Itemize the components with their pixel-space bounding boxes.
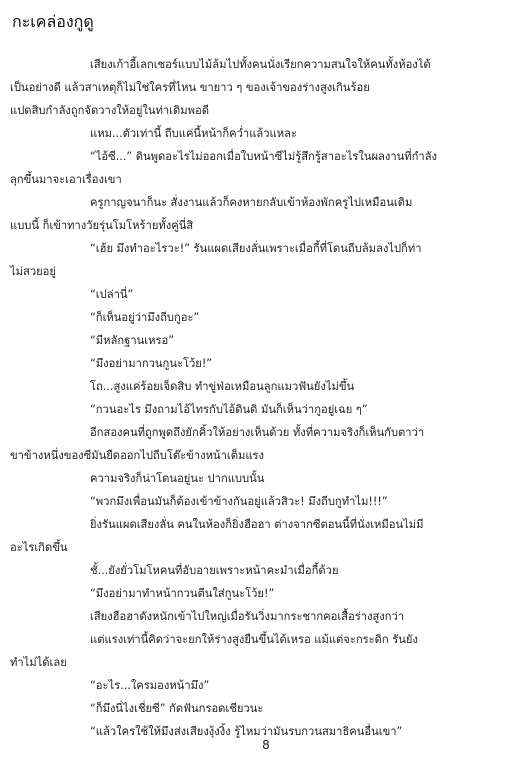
text-line: “ก็มึงนี่ไงเชี่ยซี” กัดฟันกรอดเชียวนะ bbox=[90, 702, 264, 715]
text-line: “กวนอะไร มึงถามไอ้ไทรกับไอ้ดินดิ มันก็เห็นว่ากูอยู่เฉย ๆ” bbox=[90, 403, 368, 416]
text-line: โถ...สูงแค่ร้อยเจ็ดสิบ ทำขู่ฟ่อเหมือนลูกแมวฟันยังไม่ขึ้น bbox=[90, 380, 355, 393]
paragraph bbox=[10, 53, 504, 122]
paragraph bbox=[50, 559, 504, 582]
paragraph bbox=[50, 306, 504, 329]
paragraph bbox=[50, 352, 504, 375]
paragraph bbox=[50, 283, 504, 306]
paragraph bbox=[50, 122, 504, 145]
text-line: เสียงเก้าอี้เลกเชอร์แบบไม้ล้มไปทั้งคนนั่งเรียกความสนใจให้คนทั้งห้องได้ bbox=[90, 58, 431, 71]
paragraph bbox=[10, 628, 504, 674]
text-line: อีกสองคนที่ถูกพูดถึงยักคิ้วให้อย่างเห็นด้วย ทั้งที่ความจริงก็เห็นกับตาว่า bbox=[90, 426, 425, 439]
text-line: แปดสิบกำลังถูกจัดวางให้อยู่ในท่าเดิมพอดี bbox=[10, 104, 209, 117]
text-line: “มึงอย่ามากวนกูนะโว้ย!” bbox=[90, 357, 213, 370]
paragraph bbox=[50, 398, 504, 421]
paragraph bbox=[50, 467, 504, 490]
text-line: “เปล่านี่” bbox=[90, 288, 134, 301]
paragraph bbox=[50, 697, 504, 720]
paragraph bbox=[50, 582, 504, 605]
text-line: เป็นอย่างดี แล้วสาเหตุก็ไม่ใช่ใครที่ไหน ขายาว ๆ ของเจ้าของร่างสูงเกินร้อย bbox=[10, 81, 370, 94]
text-line: เสียงฮือฮาดังหนักเข้าไปใหญ่เมื่อรันวิ่งมากระชากคอเสื้อร่างสูงกว่า bbox=[90, 610, 405, 623]
paragraph bbox=[50, 490, 504, 513]
paragraph bbox=[50, 605, 504, 628]
text-line: แหม...ตัวเท่านี้ ถีบแค่นี้หน้าก็คว่ำแล้วแหละ bbox=[90, 127, 298, 140]
paragraph bbox=[10, 191, 504, 237]
text-line: แบบนี้ ก็เข้าทางวัยรุ่นโมโหร้ายทั้งคู่นี่สิ bbox=[10, 219, 194, 232]
paragraph bbox=[10, 237, 504, 283]
text-line: “ไอ้ซี...” ดินพูดอะไรไม่ออกเมื่อใบหน้าซีไม่รู้สึกรู้สาอะไรในผลงานที่กำลัง bbox=[90, 150, 438, 163]
paragraph bbox=[50, 329, 504, 352]
page-number: 8 bbox=[262, 738, 270, 752]
text-line: “พวกมึงเพื่อนมันก็ต้องเข้าข้างกันอยู่แล้วสิวะ! มึงถีบกูทำไม!!!” bbox=[90, 495, 388, 508]
text-line: “มึงอย่ามาทำหน้ากวนตีนใส่กูนะโว้ย!” bbox=[90, 587, 275, 600]
paragraph bbox=[50, 674, 504, 697]
page-title: กะเคล่องกูดู bbox=[12, 12, 94, 31]
text-line: “เฮ้ย มึงทำอะไรวะ!” รันแผดเสียงลั่นเพราะเมื่อกี้ที่โดนถีบล้มลงไปก็ท่า bbox=[90, 242, 422, 255]
text-line: ไม่สวยอยู่ bbox=[10, 265, 56, 278]
text-line: “มีหลักฐานเหรอ” bbox=[90, 334, 174, 347]
text-line: ทำไม่ได้เลย bbox=[10, 656, 67, 669]
text-line: อะไรเกิดขึ้น bbox=[10, 541, 68, 554]
paragraph bbox=[10, 145, 504, 191]
paragraph bbox=[50, 375, 504, 398]
text-line: ชั้...ยังยั่วโมโหคนที่อับอายเพราะหน้าคะมำเมื่อกี้ด้วย bbox=[90, 564, 339, 577]
text-line: แต่แรงเท่านี้คิดว่าจะยกให้ร่างสูงยืนขึ้นได้เหรอ แม้แต่จะกระดิก รันยัง bbox=[90, 633, 418, 646]
text-line: ครูกาญจนาก็นะ สั่งงานแล้วก็คงหายกลับเข้าห้องพักครูไปเหมือนเดิม bbox=[90, 196, 413, 209]
text-line: “อะไร...ใครมองหน้ามึง” bbox=[90, 679, 210, 692]
document-body bbox=[10, 53, 504, 743]
text-line: ลุกขึ้นมาจะเอาเรื่องเขา bbox=[10, 173, 122, 186]
text-line: ยิ่งรันแผดเสียงลั่น คนในห้องก็ยิ่งฮือฮา ต่างจากซีตอนนี้ที่นั่งเหมือนไม่มี bbox=[90, 518, 424, 531]
text-line: ขาข้างหนึ่งของซีมันยืดออกไปถีบโต๊ะข้างหน้าเต็มแรง bbox=[10, 449, 265, 462]
paragraph bbox=[10, 513, 504, 559]
paragraph bbox=[10, 421, 504, 467]
text-line: “แล้วใครใช้ให้มึงส่งเสียงงุ้งงิ้ง รู้ไหมว่ามันรบกวนสมาธิคนอื่นเขา” bbox=[90, 725, 403, 738]
text-line: “ก็เห็นอยู่ว่ามึงถีบกูอะ” bbox=[90, 311, 200, 324]
text-line: ความจริงก็น่าโดนอยู่นะ ปากแบบนั้น bbox=[90, 472, 265, 485]
